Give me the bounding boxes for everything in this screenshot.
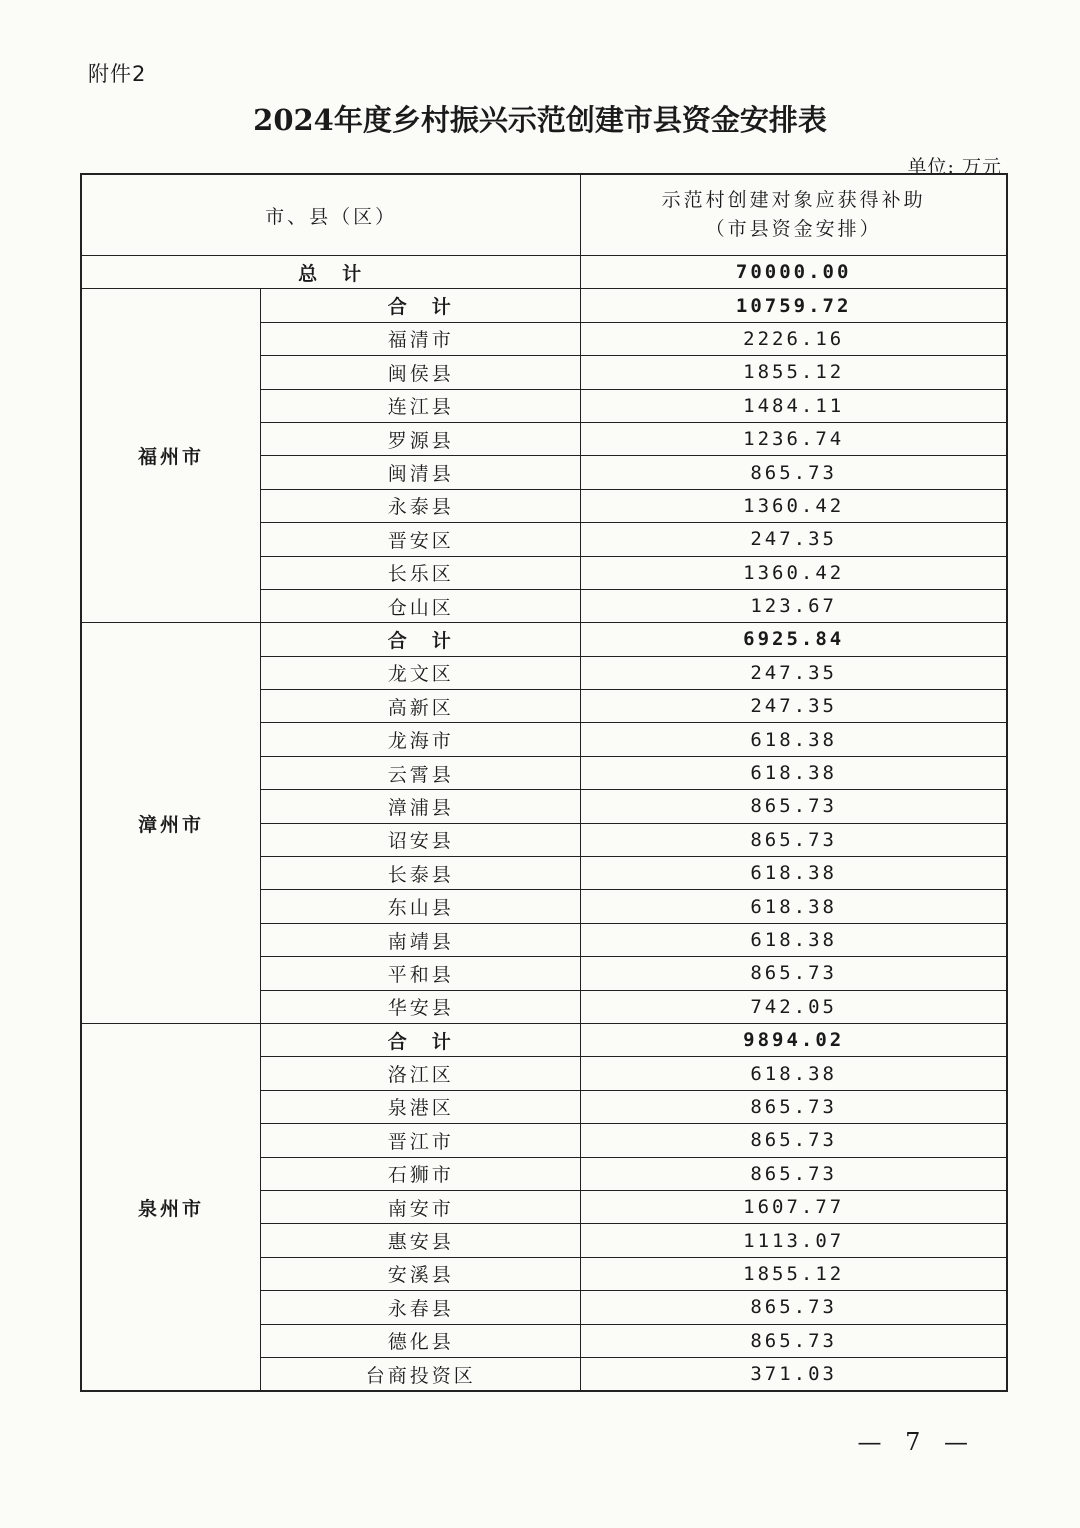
county-value: 2226.16 (581, 322, 1007, 355)
subtotal-label: 合 计 (261, 1023, 581, 1056)
county-name: 长乐区 (261, 556, 581, 589)
county-name: 平和县 (261, 957, 581, 990)
attachment-label: 附件2 (88, 62, 147, 86)
county-value: 865.73 (581, 1124, 1007, 1157)
unit-label: 单位: 万元 (907, 156, 1002, 178)
county-value: 618.38 (581, 923, 1007, 956)
county-name: 永泰县 (261, 489, 581, 522)
subtotal-label: 合 计 (261, 623, 581, 656)
page-title: 2024年度乡村振兴示范创建市县资金安排表 (253, 103, 827, 137)
county-value: 1360.42 (581, 556, 1007, 589)
county-value: 618.38 (581, 723, 1007, 756)
county-value: 618.38 (581, 756, 1007, 789)
county-value: 865.73 (581, 1324, 1007, 1357)
county-name: 罗源县 (261, 422, 581, 455)
county-value: 1113.07 (581, 1224, 1007, 1257)
county-value: 371.03 (581, 1357, 1007, 1391)
county-value: 618.38 (581, 890, 1007, 923)
county-name: 晋安区 (261, 523, 581, 556)
county-name: 东山县 (261, 890, 581, 923)
county-name: 南安市 (261, 1190, 581, 1223)
county-name: 惠安县 (261, 1224, 581, 1257)
county-value: 123.67 (581, 589, 1007, 622)
county-name: 洛江区 (261, 1057, 581, 1090)
total-value: 70000.00 (581, 256, 1007, 289)
county-value: 1360.42 (581, 489, 1007, 522)
county-name: 仓山区 (261, 589, 581, 622)
county-value: 865.73 (581, 823, 1007, 856)
county-name: 福清市 (261, 322, 581, 355)
county-name: 龙文区 (261, 656, 581, 689)
subtotal-value: 6925.84 (581, 623, 1007, 656)
county-name: 南靖县 (261, 923, 581, 956)
county-name: 诏安县 (261, 823, 581, 856)
county-value: 865.73 (581, 957, 1007, 990)
county-name: 台商投资区 (261, 1357, 581, 1391)
county-name: 龙海市 (261, 723, 581, 756)
subtotal-row (81, 623, 1007, 656)
county-name: 云霄县 (261, 756, 581, 789)
county-name: 漳浦县 (261, 790, 581, 823)
county-name: 安溪县 (261, 1257, 581, 1290)
county-name: 闽清县 (261, 456, 581, 489)
county-value: 247.35 (581, 523, 1007, 556)
county-name: 连江县 (261, 389, 581, 422)
county-value: 1855.12 (581, 356, 1007, 389)
header-subsidy-line2: （市县资金安排） (705, 218, 882, 240)
county-value: 247.35 (581, 656, 1007, 689)
header-row (81, 174, 1007, 256)
county-value: 742.05 (581, 990, 1007, 1023)
header-subsidy (581, 174, 1007, 256)
total-row (81, 256, 1007, 289)
county-value: 865.73 (581, 790, 1007, 823)
county-value: 1236.74 (581, 422, 1007, 455)
county-name: 晋江市 (261, 1124, 581, 1157)
subtotal-row (81, 1023, 1007, 1056)
county-name: 长泰县 (261, 857, 581, 890)
city-name: 漳州市 (81, 623, 261, 1024)
total-label: 总 计 (81, 256, 581, 289)
county-name: 闽侯县 (261, 356, 581, 389)
city-name: 福州市 (81, 289, 261, 623)
county-name: 德化县 (261, 1324, 581, 1357)
page-number: — 7 — (857, 1428, 976, 1456)
county-name: 华安县 (261, 990, 581, 1023)
county-value: 865.73 (581, 1291, 1007, 1324)
county-name: 石狮市 (261, 1157, 581, 1190)
subtotal-value: 9894.02 (581, 1023, 1007, 1056)
header-region: 市、县（区） (81, 174, 581, 256)
county-name: 高新区 (261, 690, 581, 723)
county-value: 1484.11 (581, 389, 1007, 422)
county-value: 1607.77 (581, 1190, 1007, 1223)
county-value: 865.73 (581, 456, 1007, 489)
county-value: 618.38 (581, 1057, 1007, 1090)
subtotal-row (81, 289, 1007, 322)
subtotal-value: 10759.72 (581, 289, 1007, 322)
county-value: 1855.12 (581, 1257, 1007, 1290)
subtotal-label: 合 计 (261, 289, 581, 322)
header-subsidy-line1: 示范村创建对象应获得补助 (661, 189, 926, 211)
county-name: 永春县 (261, 1291, 581, 1324)
city-name: 泉州市 (81, 1023, 261, 1391)
county-value: 247.35 (581, 690, 1007, 723)
county-name: 泉港区 (261, 1090, 581, 1123)
funding-table (80, 173, 1008, 1392)
county-value: 618.38 (581, 857, 1007, 890)
county-value: 865.73 (581, 1157, 1007, 1190)
county-value: 865.73 (581, 1090, 1007, 1123)
